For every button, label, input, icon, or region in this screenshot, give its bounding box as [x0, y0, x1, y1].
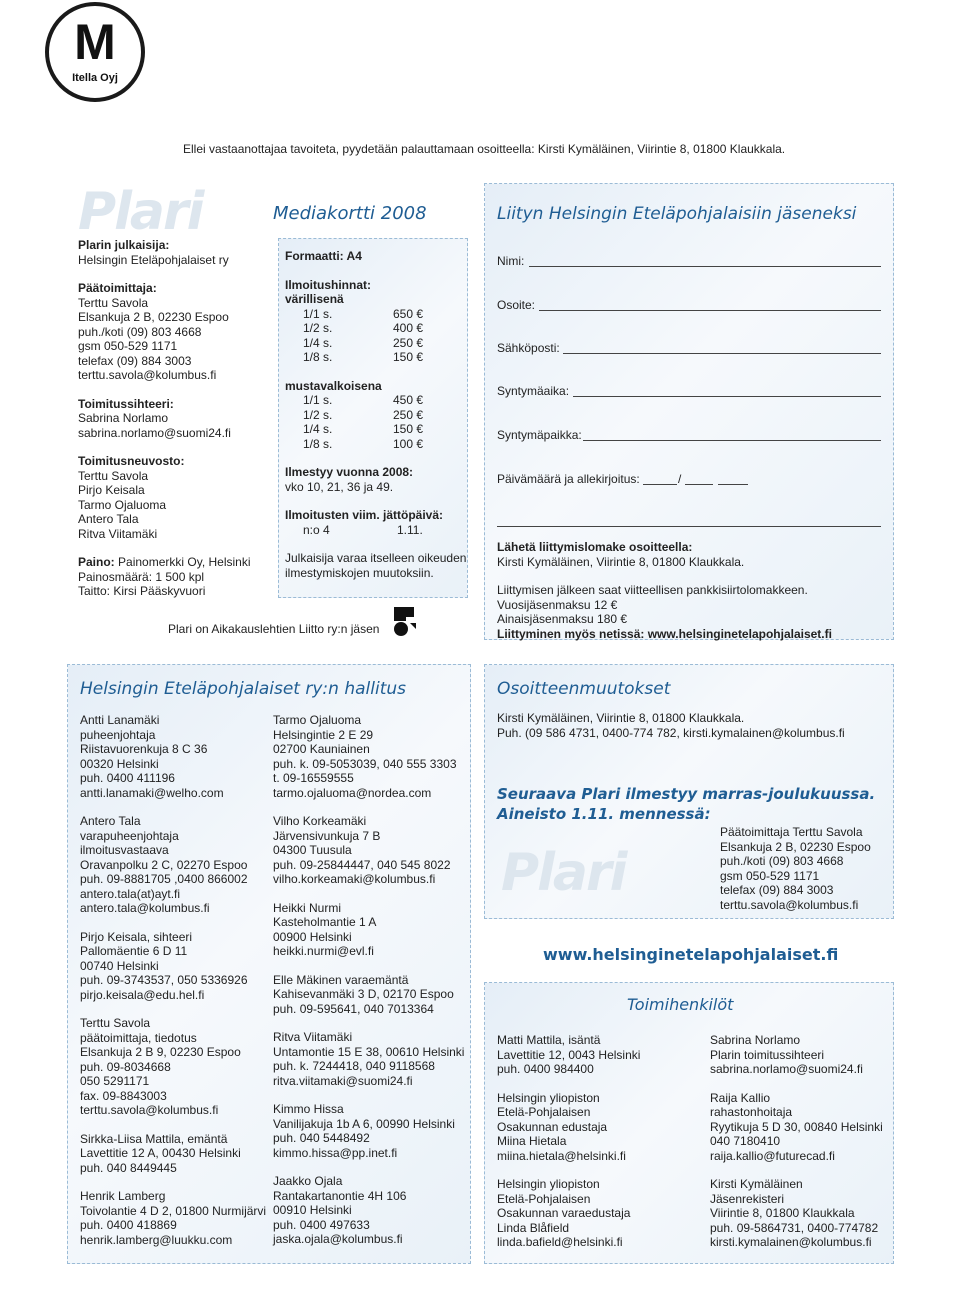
- staff-line: Osakunnan varaedustaja: [497, 1206, 631, 1220]
- board-line: puh. 09-3743537, 050 5336926: [80, 973, 248, 987]
- council-member: Terttu Savola: [78, 468, 149, 483]
- field-address-label: Osoite:: [497, 298, 536, 312]
- staff-line: Miina Hietala: [497, 1134, 567, 1148]
- print-value: Painomerkki Oy, Helsinki: [118, 555, 251, 569]
- schedule-label: Ilmestyy vuonna 2008:: [285, 465, 414, 479]
- mediakortti-title: Mediakortti 2008: [273, 203, 427, 224]
- masthead-watermark: Plari: [78, 182, 203, 242]
- board-line: 050 5291171: [80, 1074, 150, 1088]
- date-month-field[interactable]: [685, 484, 713, 485]
- board-line: Vanilijakuja 1b A 6, 00990 Helsinki: [273, 1116, 455, 1131]
- send-label: Lähetä liittymislomake osoitteella:: [497, 540, 693, 554]
- itella-logo: [45, 2, 145, 102]
- staff-line: Raija Kallio: [710, 1090, 771, 1105]
- staff-line: Viirintie 8, 01800 Klaukkala: [710, 1206, 855, 1220]
- address-change-line: Puh. (09 586 4731, 0400-774 782, kirsti.kymalainen@kolumbus.fi: [497, 725, 845, 740]
- board-email[interactable]: vilho.korkeamaki@kolumbus.fi: [273, 872, 436, 886]
- price-row: 1/2 s. 250 €: [303, 407, 423, 422]
- staff-email[interactable]: raija.kallio@futurecad.fi: [710, 1148, 835, 1163]
- contact-line: gsm 050-529 1171: [720, 868, 820, 883]
- fee-year: Vuosijäsenmaksu 12 €: [497, 597, 618, 612]
- staff-right-column: [710, 1033, 883, 1250]
- board-line: Toivolantie 4 D 2, 01800 Nurmijärvi: [80, 1203, 267, 1218]
- board-member-name: Henrik Lamberg: [80, 1189, 166, 1203]
- staff-title: Toimihenkilöt: [627, 995, 734, 1014]
- board-email[interactable]: jaska.ojala@kolumbus.fi: [273, 1232, 403, 1246]
- board-member-name: Kimmo Hissa: [273, 1102, 344, 1116]
- council-member: Ritva Viitamäki: [78, 526, 158, 541]
- birthdate-field[interactable]: [573, 396, 881, 397]
- board-line: 00900 Helsinki: [273, 929, 352, 944]
- prices-label: Ilmoitushinnat:: [285, 277, 371, 292]
- masthead: [68, 182, 278, 612]
- deadline-row: n:o 4 1.11.: [303, 522, 423, 537]
- format: Formaatti: A4: [285, 249, 362, 263]
- send-address: Kirsti Kymäläinen, Viirintie 8, 01800 Klaukkala.: [497, 554, 745, 569]
- schedule-value: vko 10, 21, 36 ja 49.: [285, 479, 394, 494]
- staff-line: Helsingin yliopiston: [497, 1090, 600, 1105]
- name-field[interactable]: [529, 266, 881, 267]
- staff-line: Etelä-Pohjalaisen: [497, 1105, 591, 1119]
- board-line: 04300 Tuusula: [273, 843, 352, 857]
- board-box: [67, 664, 471, 1264]
- board-line: puh. k. 09-5053039, 040 555 3303: [273, 756, 457, 771]
- board-left-column: [80, 713, 266, 1247]
- secretary-email[interactable]: sabrina.norlamo@suomi24.fi: [78, 425, 231, 440]
- board-email[interactable]: kimmo.hissa@pp.inet.fi: [273, 1145, 398, 1160]
- board-member-name: Antti Lanamäki: [80, 713, 160, 727]
- price-row: 1/4 s. 150 €: [303, 422, 423, 436]
- price-row: 1/1 s. 650 €: [303, 306, 423, 321]
- website-link[interactable]: www.helsinginetelapohjalaiset.fi: [543, 945, 839, 964]
- board-line: puh. 09-8881705 ,0400 866002: [80, 872, 248, 886]
- price-row: 1/2 s. 400 €: [303, 321, 423, 335]
- board-line: puheenjohtaja: [80, 727, 156, 742]
- board-email[interactable]: antti.lanamaki@welho.com: [80, 785, 224, 800]
- date-day-field[interactable]: [643, 484, 677, 485]
- board-line: Lavettitie 12 A, 00430 Helsinki: [80, 1146, 241, 1160]
- staff-line: Lavettitie 12, 0043 Helsinki: [497, 1047, 641, 1062]
- board-line: 02700 Kauniainen: [273, 742, 370, 756]
- board-email[interactable]: pirjo.keisala@edu.hel.fi: [80, 987, 205, 1002]
- board-line: puh. 09-595641, 040 7013364: [273, 1001, 434, 1016]
- board-line: Helsingintie 2 E 29: [273, 727, 374, 742]
- staff-box: [484, 982, 894, 1264]
- bw-label: mustavalkoisena: [285, 378, 382, 393]
- staff-email[interactable]: linda.bafield@helsinki.fi: [497, 1235, 623, 1249]
- print-line: Taitto: Kirsi Pääskyvuori: [78, 584, 206, 598]
- contact-line: telefax (09) 884 3003: [720, 883, 834, 897]
- staff-email[interactable]: miina.hietala@helsinki.fi: [497, 1148, 626, 1163]
- staff-line: puh. 09-5864731, 0400-774782: [710, 1220, 879, 1235]
- date-signature-label: Päivämäärä ja allekirjoitus:: [497, 472, 640, 486]
- board-line: Kahisevanmäki 3 D, 02170 Espoo: [273, 987, 454, 1001]
- board-email[interactable]: antero.tala(at)ayt.fi: [80, 886, 181, 901]
- staff-line: Kirsti Kymäläinen: [710, 1177, 803, 1191]
- board-line: Untamontie 15 E 38, 00610 Helsinki: [273, 1044, 465, 1059]
- signature-field[interactable]: [497, 526, 881, 527]
- print-line: Painosmäärä: 1 500 kpl: [78, 569, 205, 584]
- board-line: puh. 0400 497633: [273, 1217, 370, 1232]
- join-title: Liityn Helsingin Eteläpohjalaisiin jäseneksi: [497, 204, 857, 224]
- editor-line: gsm 050-529 1171: [78, 339, 178, 353]
- staff-line: Sabrina Norlamo: [710, 1033, 801, 1047]
- staff-line: Matti Mattila, isäntä: [497, 1033, 601, 1047]
- board-email[interactable]: henrik.lamberg@luukku.com: [80, 1232, 233, 1247]
- board-member-name: Jaakko Ojala: [273, 1174, 343, 1188]
- editor-line: puh./koti (09) 803 4668: [78, 324, 202, 339]
- board-member-name: Tarmo Ojaluoma: [273, 713, 362, 727]
- next-issue-line2: Aineisto 1.11. mennessä:: [497, 805, 711, 823]
- member-note: Plari on Aikakauslehtien Liitto ry:n jäsen: [168, 622, 380, 636]
- board-member-name: Heikki Nurmi: [273, 900, 342, 915]
- field-birthplace-label: Syntymäpaikka:: [497, 428, 582, 442]
- board-line: Kasteholmantie 1 A: [273, 915, 377, 929]
- board-member-name: Sirkka-Liisa Mattila, emäntä: [80, 1131, 228, 1146]
- board-right-column: [273, 713, 464, 1247]
- board-line: Oravanpolku 2 C, 02270 Espoo: [80, 857, 248, 872]
- board-member-name: Pirjo Keisala, sihteeri: [80, 929, 193, 944]
- board-line: 00740 Helsinki: [80, 958, 159, 973]
- board-member-name: Vilho Korkeamäki: [273, 814, 367, 828]
- board-email[interactable]: tarmo.ojaluoma@nordea.com: [273, 785, 432, 800]
- publisher-label: Plarin julkaisija:: [78, 238, 170, 252]
- color-label: värillisenä: [285, 292, 344, 306]
- board-line: Rantakartanontie 4H 106: [273, 1188, 407, 1203]
- board-line: 00320 Helsinki: [80, 756, 159, 771]
- secretary-line: Sabrina Norlamo: [78, 411, 169, 425]
- editor-label: Päätoimittaja:: [78, 281, 157, 295]
- staff-line: Etelä-Pohjalaisen: [497, 1191, 591, 1206]
- address-field[interactable]: [539, 310, 881, 311]
- council-member: Pirjo Keisala: [78, 483, 145, 497]
- board-line: Elsankuja 2 B 9, 02230 Espoo: [80, 1045, 241, 1059]
- date-slash: /: [678, 472, 682, 486]
- board-line: puh. 040 5448492: [273, 1131, 370, 1145]
- price-row: 1/1 s. 450 €: [303, 393, 423, 407]
- board-member-name: Elle Mäkinen varaemäntä: [273, 972, 409, 987]
- board-line: t. 09-16559555: [273, 771, 354, 785]
- board-member-name: Terttu Savola: [80, 1016, 151, 1030]
- staff-line: rahastonhoitaja: [710, 1105, 793, 1119]
- logo-name: Itella Oyj: [72, 72, 118, 84]
- board-email[interactable]: heikki.nurmi@evl.fi: [273, 944, 374, 958]
- council-member: Tarmo Ojaluoma: [78, 497, 167, 512]
- board-line: puh. k. 7244418, 040 9118568: [273, 1059, 435, 1073]
- editor-line: telefax (09) 884 3003: [78, 353, 192, 368]
- board-line: puh. 09-8034668: [80, 1059, 171, 1074]
- board-member-name: Antero Tala: [80, 814, 141, 828]
- board-email[interactable]: antero.tala@kolumbus.fi: [80, 901, 210, 915]
- board-email[interactable]: ritva.viitamaki@suomi24.fi: [273, 1073, 413, 1088]
- disclaimer: ilmestymiskojen muutoksiin.: [285, 565, 434, 580]
- staff-left-column: [497, 1033, 640, 1250]
- birthplace-field[interactable]: [583, 440, 881, 441]
- board-email[interactable]: terttu.savola@kolumbus.fi: [80, 1103, 219, 1117]
- email-field[interactable]: [563, 353, 881, 354]
- contact-line: Elsankuja 2 B, 02230 Espoo: [720, 839, 871, 854]
- return-address-note: Ellei vastaanottajaa tavoiteta, pyydetään palauttamaan osoitteella: Kirsti Kymäläinen, Viirintie 8, 01800 Klaukkala.: [183, 142, 786, 156]
- board-line: puh. 0400 411196: [80, 771, 175, 785]
- after-join: Liittymisen jälkeen saat viitteellisen pankkisiirtolomakkeen.: [497, 583, 808, 597]
- staff-line: 040 7180410: [710, 1134, 781, 1148]
- secretary-label: Toimitussihteeri:: [78, 396, 174, 411]
- staff-line: puh. 0400 984400: [497, 1062, 594, 1076]
- board-member-name: Ritva Viitamäki: [273, 1030, 353, 1044]
- staff-line: Linda Blåfield: [497, 1220, 570, 1235]
- board-line: ilmoitusvastaava: [80, 843, 169, 857]
- board-line: päätoimittaja, tiedotus: [80, 1030, 197, 1045]
- contact-email[interactable]: terttu.savola@kolumbus.fi: [720, 897, 859, 912]
- staff-line: Plarin toimitussihteeri: [710, 1047, 825, 1062]
- board-line: puh. 040 8449445: [80, 1160, 177, 1175]
- board-line: puh. 0400 418869: [80, 1218, 177, 1232]
- contact-line: Päätoimittaja Terttu Savola: [720, 825, 863, 839]
- price-row: 1/4 s. 250 €: [303, 335, 423, 350]
- board-line: varapuheenjohtaja: [80, 828, 179, 843]
- staff-email[interactable]: kirsti.kymalainen@kolumbus.fi: [710, 1235, 872, 1249]
- staff-line: Ryytikuja 5 D 30, 00840 Helsinki: [710, 1119, 883, 1134]
- field-birthdate-label: Syntymäaika:: [497, 384, 570, 398]
- address-change-box: [484, 664, 894, 919]
- board-line: fax. 09-8843003: [80, 1088, 167, 1103]
- editor-line: Terttu Savola: [78, 295, 149, 310]
- date-year-field[interactable]: [718, 484, 748, 485]
- contact-line: puh./koti (09) 803 4668: [720, 854, 844, 868]
- join-box: [484, 183, 894, 640]
- next-issue-watermark: Plari: [501, 843, 626, 903]
- deadline-label: Ilmoitusten viim. jättöpäivä:: [285, 508, 444, 522]
- join-online[interactable]: Liittyminen myös netissä: www.helsinginetelapohjalaiset.fi: [497, 626, 832, 641]
- editor-line: Elsankuja 2 B, 02230 Espoo: [78, 310, 229, 324]
- address-change-line: Kirsti Kymäläinen, Viirintie 8, 01800 Klaukkala.: [497, 711, 745, 725]
- next-issue-line1: Seuraava Plari ilmestyy marras-joulukuussa.: [497, 785, 876, 803]
- staff-line: Osakunnan edustaja: [497, 1119, 608, 1134]
- fee-life: Ainaisjäsenmaksu 180 €: [497, 612, 628, 626]
- board-line: Riistavuorenkuja 8 C 36: [80, 742, 208, 756]
- council-member: Antero Tala: [78, 512, 139, 526]
- board-line: 00910 Helsinki: [273, 1203, 352, 1217]
- logo-letter: M: [74, 14, 116, 70]
- board-line: puh. 09-25844447, 040 545 8022: [273, 857, 451, 872]
- address-change-title: Osoitteenmuutokset: [497, 679, 671, 699]
- price-row: 1/8 s. 100 €: [303, 436, 423, 451]
- publisher: Helsingin Eteläpohjalaiset ry: [78, 252, 229, 267]
- board-line: Pallomäentie 6 D 11: [80, 944, 188, 958]
- staff-line: Jäsenrekisteri: [710, 1191, 785, 1206]
- aikakauslehtien-liitto-logo: [390, 605, 418, 637]
- field-email-label: Sähköposti:: [497, 341, 560, 355]
- council-label: Toimitusneuvosto:: [78, 454, 185, 468]
- editor-email[interactable]: terttu.savola@kolumbus.fi: [78, 368, 217, 382]
- board-line: Järvensivunkuja 7 B: [273, 828, 381, 843]
- mediakortti-box: [278, 238, 468, 598]
- price-row: 1/8 s. 150 €: [303, 350, 423, 364]
- disclaimer: Julkaisija varaa itselleen oikeuden: [285, 551, 467, 565]
- print-label: Paino:: [78, 555, 115, 569]
- staff-email[interactable]: sabrina.norlamo@suomi24.fi: [710, 1062, 863, 1076]
- board-title: Helsingin Eteläpohjalaiset ry:n hallitus: [80, 679, 406, 699]
- field-name-label: Nimi:: [497, 254, 525, 268]
- staff-line: Helsingin yliopiston: [497, 1177, 600, 1191]
